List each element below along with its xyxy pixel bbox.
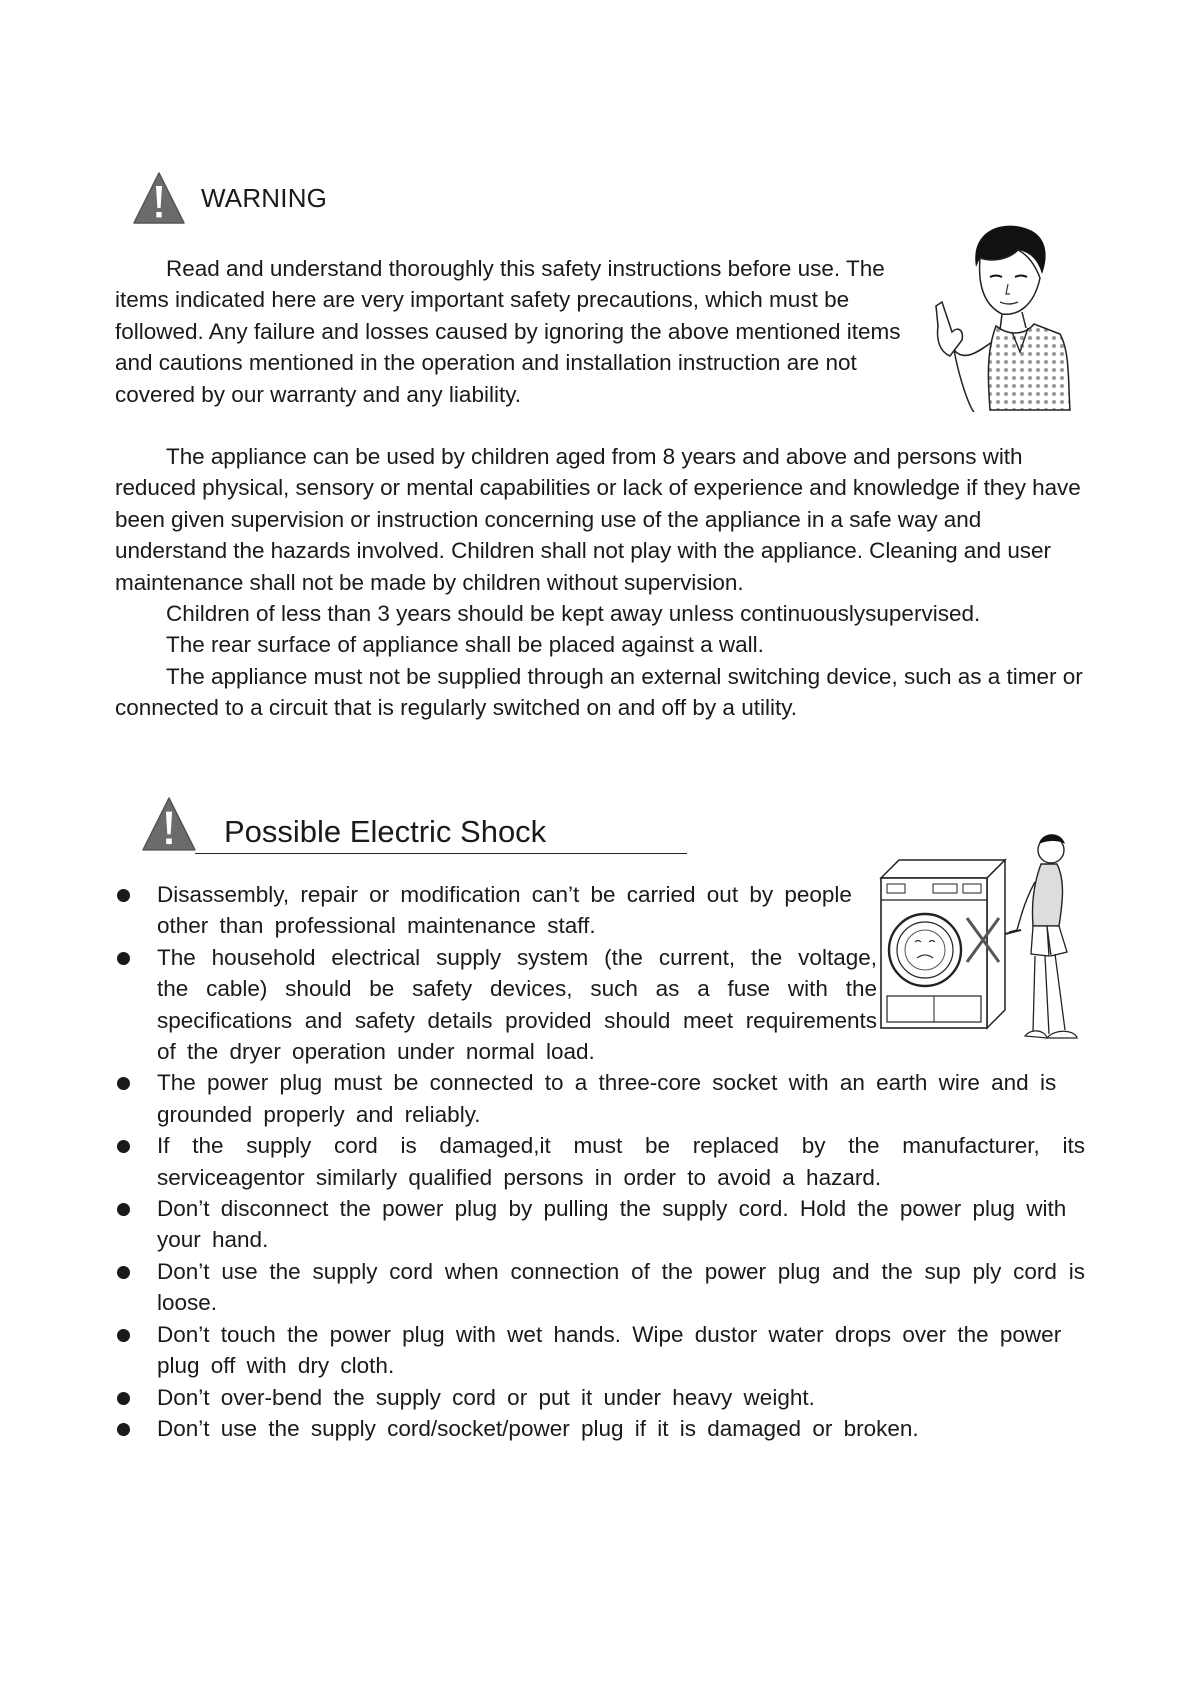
list-item: Disassembly, repair or modification can’t be carried out by people other than professional maintenance staff. (115, 879, 882, 942)
warning-intro-block (115, 253, 905, 410)
list-item: The household electrical supply system (the current, the voltage, the cable) should be safety devices, such as a fuse with the specifications and safety details provided should meet requirements of the dryer operation under normal load. (115, 942, 877, 1068)
bullet-dot (117, 1329, 130, 1342)
heading-underline (195, 853, 687, 854)
list-item: Don’t disconnect the power plug by pulling the supply cord. Hold the power plug with your hand. (115, 1193, 1087, 1256)
bullet-dot (117, 1203, 130, 1216)
bullet-dot (117, 1077, 130, 1090)
warning-heading (131, 170, 327, 226)
warning-title: WARNING (201, 182, 328, 213)
warning-paragraph: Read and understand thoroughly this safety instructions before use. The items indicated here are very important safety precautions, which must be followed. Any failure and losses caused by ignoring the above mentioned items and cautions mentioned in the operation and installation instruction are not covered by our warranty and any liability. (115, 256, 901, 407)
list-item: Don’t over-bend the supply cord or put it under heavy weight. (115, 1382, 1085, 1413)
shock-bullet-list (115, 879, 1085, 1444)
bullet-dot (117, 1392, 130, 1405)
warning-paragraph: The rear surface of appliance shall be placed against a wall. (166, 632, 764, 658)
warning-paragraph: The appliance can be used by children aged from 8 years and above and persons with reduced physical, sensory or mental capabilities or lack of experience and knowledge if they have been given supervision or instruction concerning use of the appliance in a safe way and understand the hazards involved. Children shall not play with the appliance. Cleaning and user maintenance shall not be made by children without supervision. (115, 444, 1081, 595)
warning-paragraph: The appliance must not be supplied through an external switching device, such as a timer or connected to a circuit that is regularly switched on and off by a utility. (115, 663, 1083, 721)
list-item: Don’t use the supply cord/socket/power plug if it is damaged or broken. (115, 1413, 1085, 1444)
list-item: Don’t use the supply cord when connection of the power plug and the sup ply cord is loose. (115, 1256, 1085, 1319)
list-item: Don’t touch the power plug with wet hands. Wipe dustor water drops over the power plug off with dry cloth. (115, 1319, 1087, 1382)
list-item: The power plug must be connected to a three-core socket with an earth wire and is grounded properly and reliably. (115, 1067, 1057, 1130)
bullet-dot (117, 889, 130, 902)
shock-heading (140, 795, 546, 853)
bullet-dot (117, 952, 130, 965)
warning-triangle-icon (140, 795, 198, 853)
bullet-dot (117, 1266, 130, 1279)
list-item: If the supply cord is damaged,it must be replaced by the manufacturer, its serviceagentor similarly qualified persons in order to avoid a hazard. (115, 1130, 1085, 1193)
warning-triangle-icon (131, 170, 187, 226)
bullet-dot (117, 1140, 130, 1153)
shock-title: Possible Electric Shock (224, 814, 547, 849)
warning-body-block (115, 441, 1085, 724)
warning-paragraph: Children of less than 3 years should be kept away unless continuouslysupervised. (166, 601, 981, 627)
person-pointing-illustration (930, 222, 1080, 412)
bullet-dot (117, 1423, 130, 1436)
